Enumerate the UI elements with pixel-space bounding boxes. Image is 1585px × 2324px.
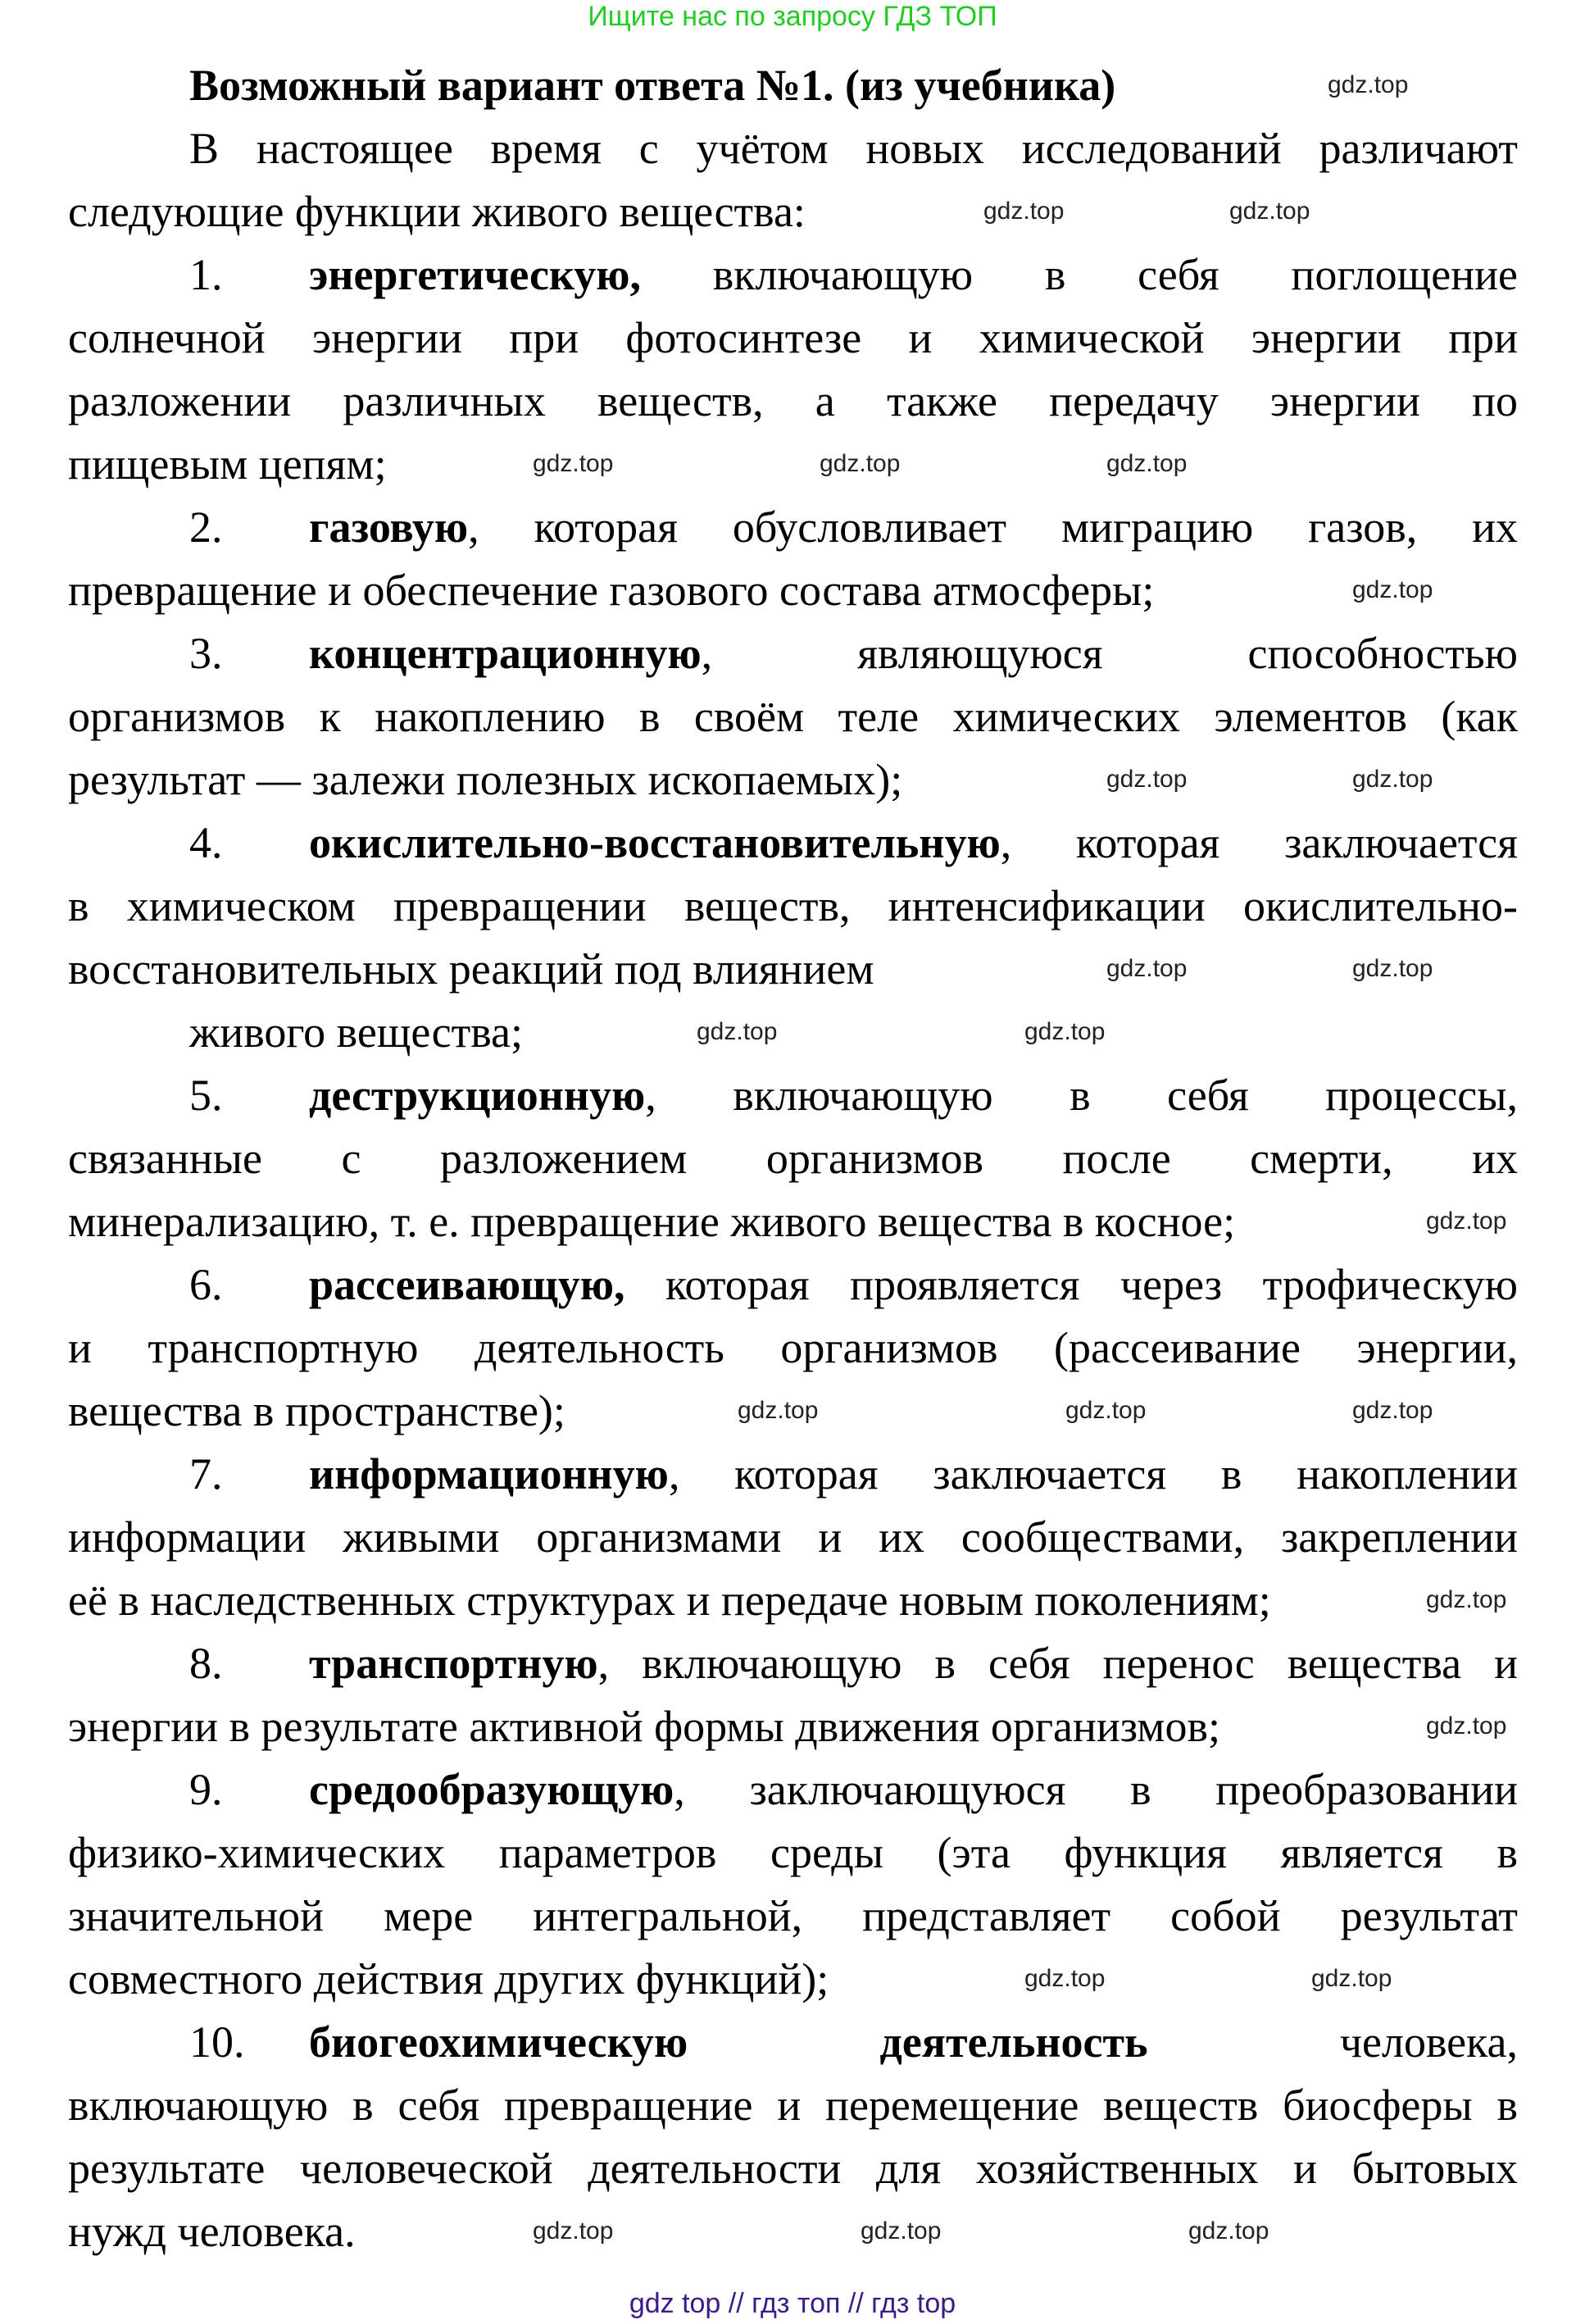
function-term: рассеивающую,: [309, 1260, 625, 1309]
list-number: 1.: [189, 250, 223, 299]
list-item-heading-line: [68, 622, 1518, 685]
list-item-heading-line: [68, 1253, 1518, 1317]
text-segment: человека,: [1147, 2017, 1518, 2067]
text-line: [68, 2200, 1518, 2263]
watermark: gdz.top: [1352, 576, 1433, 603]
watermark: gdz.top: [1106, 450, 1188, 477]
list-number: 5.: [189, 1071, 223, 1120]
text-line: [68, 1127, 1518, 1190]
text-segment: в химическом превращении веществ, интенсификации окислительно-: [68, 881, 1518, 930]
list-item-heading-line: [68, 496, 1518, 559]
watermark: gdz.top: [820, 450, 901, 477]
text-segment: , которая заключается: [1000, 818, 1518, 867]
list-number: 10.: [189, 2017, 245, 2067]
watermark: gdz.top: [1024, 1018, 1106, 1045]
watermark: gdz.top: [1106, 955, 1188, 982]
list-item-heading-line: [68, 1064, 1518, 1127]
watermark: gdz.top: [1065, 1397, 1147, 1424]
text-line: [68, 117, 1518, 180]
list-number: 7.: [189, 1449, 223, 1499]
footer-links[interactable]: gdz top // гдз топ // гдз top: [629, 2288, 956, 2319]
text-segment: , включающую в себя перенос вещества и: [597, 1639, 1518, 1688]
watermark: gdz.top: [1352, 1397, 1433, 1424]
text-segment: энергии в результате активной формы движения организмов;: [68, 1702, 1220, 1751]
text-segment: минерализацию, т. е. превращение живого вещества в косное;: [68, 1197, 1236, 1246]
list-number: 8.: [189, 1639, 223, 1688]
text-line: [68, 1506, 1518, 1569]
function-term: деструкционную: [309, 1071, 646, 1120]
watermark: gdz.top: [1311, 1965, 1392, 1992]
list-item-heading-line: [68, 1632, 1518, 1695]
function-term: газовую: [309, 503, 469, 552]
text-segment: включающую в себя превращение и перемещение веществ биосферы в: [68, 2081, 1518, 2130]
text-segment: которая проявляется через трофическую: [624, 1260, 1518, 1309]
list-item-heading-line: [68, 1443, 1518, 1506]
text-segment: информации живыми организмами и их сообществами, закреплении: [68, 1512, 1518, 1562]
text-segment: восстановительных реакций под влиянием: [68, 944, 874, 994]
list-number: 6.: [189, 1260, 223, 1309]
function-term: средообразующую: [309, 1765, 674, 1814]
watermark: gdz.top: [1328, 71, 1409, 98]
text-line: [68, 370, 1518, 433]
text-segment: солнечной энергии при фотосинтезе и химической энергии при: [68, 313, 1518, 362]
text-segment: и транспортную деятельность организмов (рассеивание энергии,: [68, 1323, 1518, 1372]
text-line: [68, 875, 1518, 938]
watermark: gdz.top: [1024, 1965, 1106, 1992]
function-term: концентрационную: [309, 629, 702, 678]
list-item-heading-line: [68, 1758, 1518, 1821]
text-segment: [688, 2017, 879, 2067]
watermark: gdz.top: [1426, 1586, 1507, 1613]
page-title: Возможный вариант ответа №1. (из учебника): [189, 61, 1116, 110]
text-segment: превращение и обеспечение газового состава атмосферы;: [68, 566, 1155, 615]
text-line: [68, 307, 1518, 370]
text-line: [68, 2137, 1518, 2200]
watermark: gdz.top: [738, 1397, 819, 1424]
function-term: энергетическую,: [309, 250, 642, 299]
watermark: gdz.top: [1106, 766, 1188, 793]
text-segment: следующие функции живого вещества:: [68, 187, 806, 236]
text-line: [68, 1885, 1518, 1948]
text-segment: , являющуюся способностью: [701, 629, 1518, 678]
watermark: gdz.top: [1229, 198, 1310, 225]
list-item-heading-line: [68, 812, 1518, 875]
text-segment: результате человеческой деятельности для хозяйственных и бытовых: [68, 2144, 1518, 2193]
text-line: [68, 1317, 1518, 1380]
text-segment: включающую в себя поглощение: [641, 250, 1518, 299]
text-line: [68, 1190, 1518, 1253]
text-segment: вещества в пространстве);: [68, 1386, 565, 1435]
text-segment: её в наследственных структурах и передаче новым поколениям;: [68, 1576, 1271, 1625]
text-line: [68, 559, 1518, 622]
text-line: [68, 1821, 1518, 1885]
watermark: gdz.top: [983, 198, 1065, 225]
text-segment: физико-химических параметров среды (эта функция является в: [68, 1828, 1518, 1877]
text-segment: , которая заключается в накоплении: [668, 1449, 1518, 1499]
text-segment: , которая обусловливает миграцию газов, их: [468, 503, 1518, 552]
search-hint-banner: Ищите нас по запросу ГДЗ ТОП: [588, 1, 997, 32]
list-number: 4.: [189, 818, 223, 867]
watermark: gdz.top: [697, 1018, 778, 1045]
text-segment: совместного действия других функций);: [68, 1954, 829, 2003]
text-line: [68, 1569, 1518, 1632]
text-segment: результат — залежи полезных ископаемых);: [68, 755, 903, 804]
text-segment: пищевым цепям;: [68, 439, 387, 489]
function-term: информационную: [309, 1449, 669, 1499]
text-line: [68, 685, 1518, 748]
watermark: gdz.top: [1352, 955, 1433, 982]
text-line: [68, 1948, 1518, 2011]
function-term: транспортную: [309, 1639, 598, 1688]
text-segment: значительной мере интегральной, представляет собой результат: [68, 1891, 1518, 1940]
text-segment: , включающую в себя процессы,: [645, 1071, 1518, 1120]
text-line: [68, 433, 1518, 496]
watermark: gdz.top: [533, 450, 614, 477]
text-segment: живого вещества;: [189, 1007, 524, 1057]
text-line: [68, 938, 1518, 1001]
watermark: gdz.top: [1426, 1712, 1507, 1740]
text-line: [68, 2074, 1518, 2137]
text-segment: нужд человека.: [68, 2207, 356, 2256]
function-term: деятельность: [879, 2017, 1148, 2067]
watermark: gdz.top: [1352, 766, 1433, 793]
list-number: 9.: [189, 1765, 223, 1814]
list-item-heading-line: [68, 243, 1518, 307]
list-item-heading-line: [68, 2011, 1518, 2074]
text-segment: связанные с разложением организмов после смерти, их: [68, 1134, 1518, 1183]
watermark: gdz.top: [533, 2217, 614, 2244]
function-term: окислительно-восстановительную: [309, 818, 1001, 867]
text-line: [68, 1695, 1518, 1758]
text-line: [68, 1001, 1518, 1064]
function-term: биогеохимическую: [309, 2017, 688, 2067]
text-segment: В настоящее время с учётом новых исследований различают: [189, 124, 1518, 173]
watermark: gdz.top: [1426, 1207, 1507, 1235]
text-line: [68, 748, 1518, 812]
watermark: gdz.top: [1188, 2217, 1269, 2244]
list-number: 3.: [189, 629, 223, 678]
list-number: 2.: [189, 503, 223, 552]
text-segment: разложении различных веществ, а также передачу энергии по: [68, 376, 1518, 425]
text-segment: , заключающуюся в преобразовании: [674, 1765, 1518, 1814]
text-segment: организмов к накоплению в своём теле химических элементов (как: [68, 692, 1518, 741]
watermark: gdz.top: [861, 2217, 942, 2244]
